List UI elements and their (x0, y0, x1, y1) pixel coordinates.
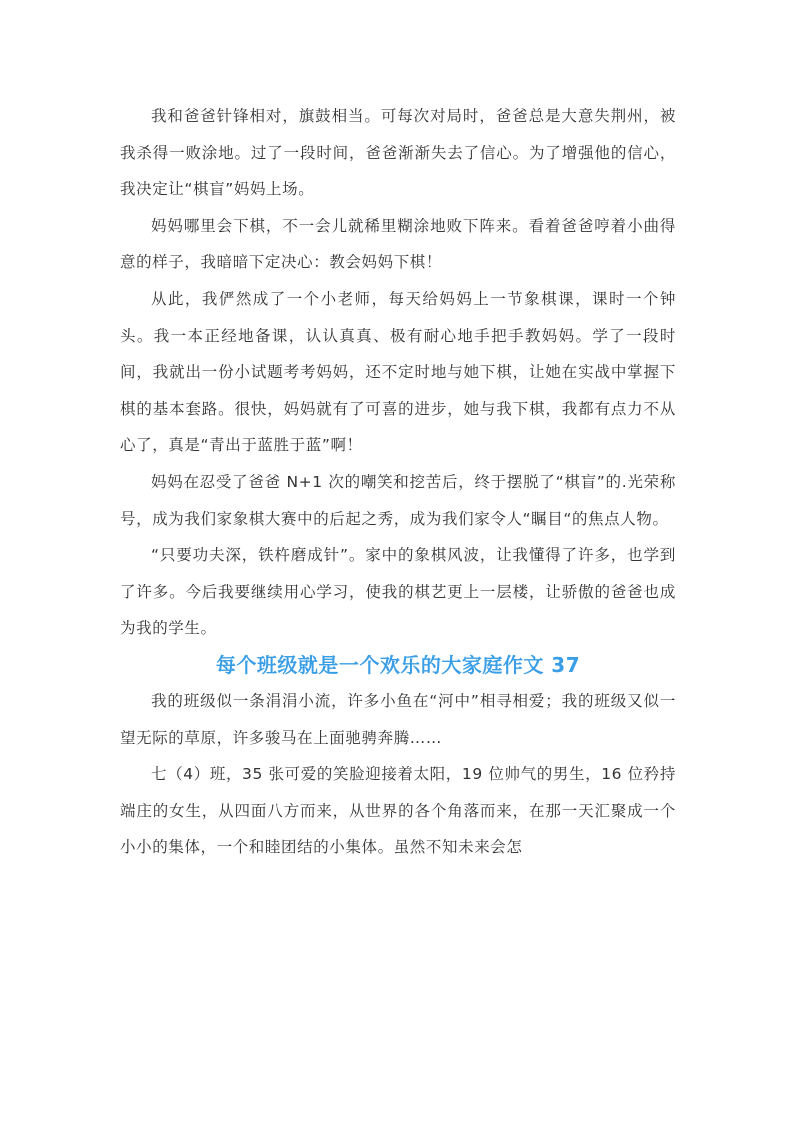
essay-heading: 每个班级就是一个欢乐的大家庭作文 37 (215, 652, 581, 677)
paragraph-mom-improves: 妈妈在忍受了爸爸 N+1 次的嘲笑和挖苦后，终于摆脱了“棋盲”的.光荣称号，成为我们家象棋大赛中的后起之秀，成为我们家令人“瞩目“的焦点人物。 (120, 472, 676, 528)
paragraph-chess-rivalry: 我和爸爸针锋相对，旗鼓相当。可每次对局时，爸爸总是大意失荆州，被我杀得一败涂地。过了一段时间，爸爸渐渐失去了信心。为了增强他的信心，我决定让“棋盲”妈妈上场。 (120, 107, 676, 199)
paragraph-teaching-mom: 从此，我俨然成了一个小老师，每天给妈妈上一节象棋课，课时一个钟头。我一本正经地备课，认认真真、极有耐心地手把手教妈妈。学了一段时间，我就出一份小试题考考妈妈，还不定时地与她下棋，让她在实战中掌握下棋的基本套路。很快，妈妈就有了可喜的进步，她与我下棋，我都有点力不从心了，真是“青出于蓝胜于蓝”啊！ (120, 289, 676, 455)
paragraph-class-metaphor: 我的班级似一条涓涓小流，许多小鱼在“河中”相寻相爱；我的班级又似一望无际的草原，许多骏马在上面驰骋奔腾…… (120, 691, 676, 747)
paragraph-class-intro: 七（4）班，35 张可爱的笑脸迎接着太阳，19 位帅气的男生，16 位矜持端庄的女生，从四面八方而来，从世界的各个角落而来，在那一天汇聚成一个小小的集体，一个和睦团结的小集体。虽然不知未来会怎 (120, 765, 676, 857)
paragraph-mom-loses: 妈妈哪里会下棋，不一会儿就稀里糊涂地败下阵来。看着爸爸哼着小曲得意的样子，我暗暗下定决心：教会妈妈下棋！ (120, 216, 676, 272)
paragraph-conclusion: “只要功夫深，铁杵磨成针”。家中的象棋风波，让我懂得了许多，也学到了许多。今后我要继续用心学习，使我的棋艺更上一层楼，让骄傲的爸爸也成为我的学生。 (120, 546, 676, 638)
document-body (120, 98, 676, 866)
